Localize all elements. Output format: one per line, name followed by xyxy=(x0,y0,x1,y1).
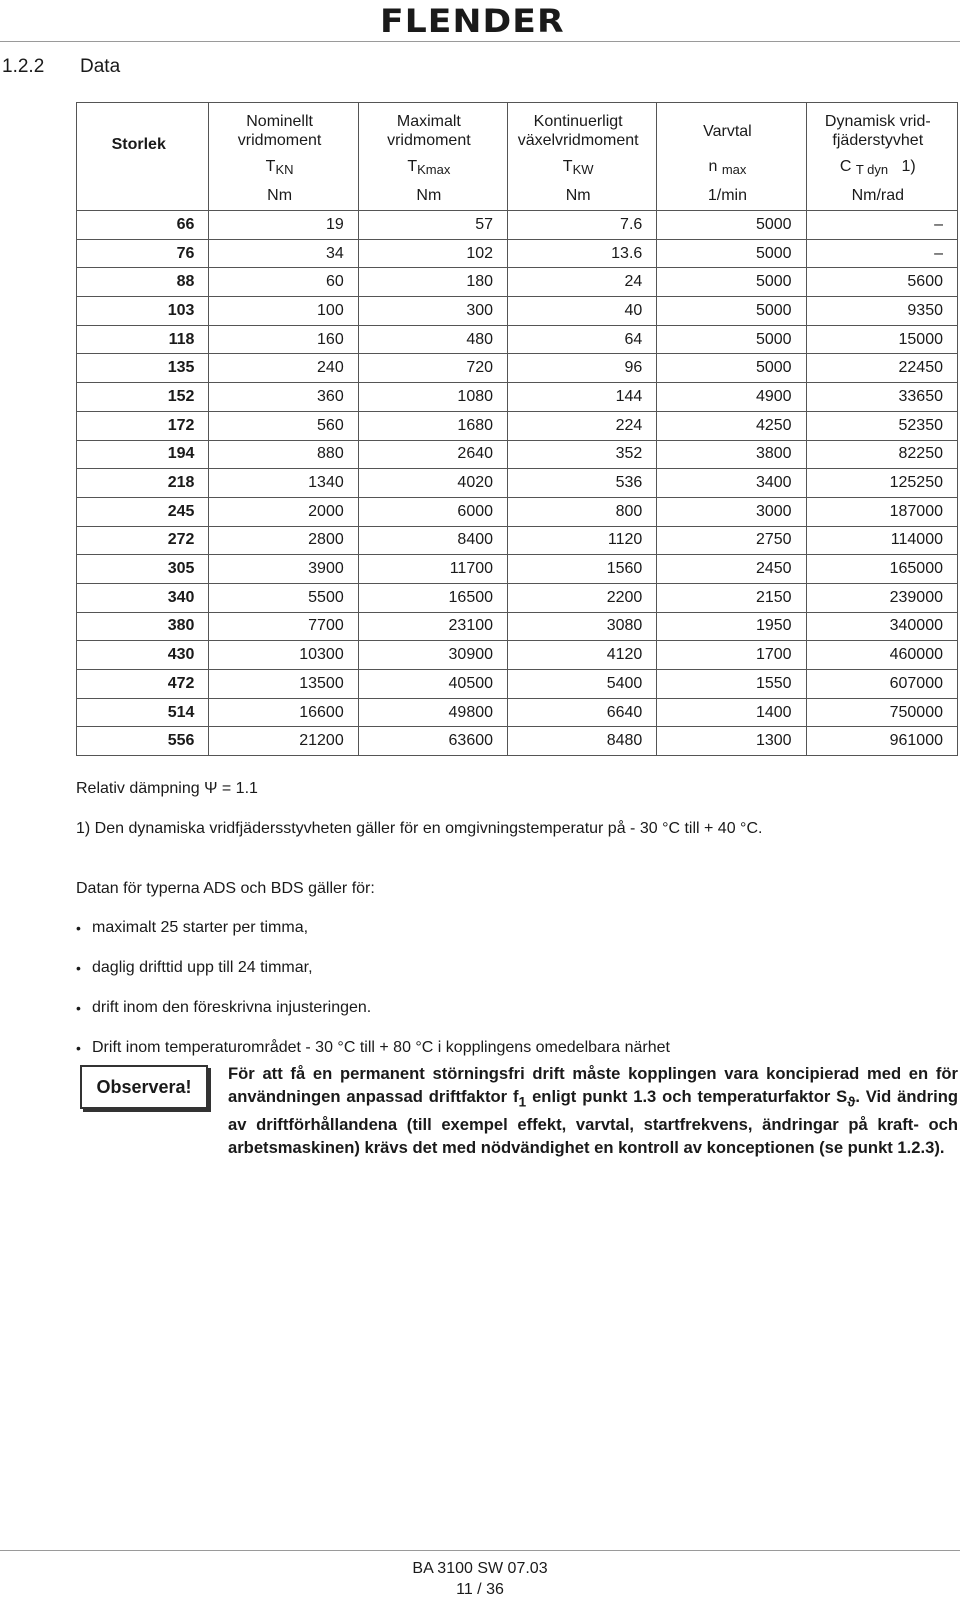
size-cell: 380 xyxy=(77,612,209,641)
value-cell: 96 xyxy=(508,354,657,383)
table-row xyxy=(77,526,958,555)
table-row xyxy=(77,555,958,584)
symbol-ctdyn: C $_{T dyn}$ 1) xyxy=(806,155,957,181)
section-heading xyxy=(0,56,120,78)
value-cell: 1120 xyxy=(508,526,657,555)
table-row xyxy=(77,641,958,670)
value-cell: 33650 xyxy=(806,383,957,412)
value-cell: – xyxy=(806,211,957,240)
value-cell: 480 xyxy=(358,325,507,354)
size-cell: 66 xyxy=(77,211,209,240)
symbol-nmax: n $_{max}$ xyxy=(657,155,806,181)
value-cell: 4900 xyxy=(657,383,806,412)
value-cell: 1680 xyxy=(358,411,507,440)
value-cell: 144 xyxy=(508,383,657,412)
value-cell: 6000 xyxy=(358,497,507,526)
table-row xyxy=(77,727,958,756)
value-cell: 9350 xyxy=(806,297,957,326)
value-cell: 2450 xyxy=(657,555,806,584)
value-cell: 5500 xyxy=(209,583,358,612)
value-cell: 13500 xyxy=(209,670,358,699)
value-cell: 5000 xyxy=(657,297,806,326)
value-cell: 10300 xyxy=(209,641,358,670)
value-cell: 4250 xyxy=(657,411,806,440)
section-title: Data xyxy=(80,56,121,77)
footer-rule xyxy=(0,1550,960,1551)
value-cell: 102 xyxy=(358,239,507,268)
size-cell: 152 xyxy=(77,383,209,412)
size-cell: 472 xyxy=(77,670,209,699)
value-cell: 1080 xyxy=(358,383,507,412)
table-row xyxy=(77,268,958,297)
symbol-tkn: $T_{KN}$ xyxy=(209,155,358,181)
value-cell: 2750 xyxy=(657,526,806,555)
value-cell: 224 xyxy=(508,411,657,440)
value-cell: 1550 xyxy=(657,670,806,699)
page-number: 11 / 36 xyxy=(456,1581,504,1598)
value-cell: 560 xyxy=(209,411,358,440)
coupling-data-table xyxy=(76,102,958,756)
value-cell: 187000 xyxy=(806,497,957,526)
size-cell: 172 xyxy=(77,411,209,440)
value-cell: 1300 xyxy=(657,727,806,756)
list-item: • drift inom den föreskrivna injusteringen. xyxy=(76,999,372,1016)
value-cell: 880 xyxy=(209,440,358,469)
value-cell: 52350 xyxy=(806,411,957,440)
document-id: BA 3100 SW 07.03 xyxy=(412,1560,548,1577)
value-cell: 3000 xyxy=(657,497,806,526)
value-cell: 24 xyxy=(508,268,657,297)
value-cell: 607000 xyxy=(806,670,957,699)
value-cell: 40 xyxy=(508,297,657,326)
value-cell: 2800 xyxy=(209,526,358,555)
value-cell: 2640 xyxy=(358,440,507,469)
value-cell: 23100 xyxy=(358,612,507,641)
table-row xyxy=(77,612,958,641)
value-cell: 240 xyxy=(209,354,358,383)
size-cell: 556 xyxy=(77,727,209,756)
value-cell: 125250 xyxy=(806,469,957,498)
value-cell: 16600 xyxy=(209,698,358,727)
value-cell: 5000 xyxy=(657,239,806,268)
section-number: 1.2.2 xyxy=(2,56,45,77)
table-row xyxy=(77,497,958,526)
value-cell: 180 xyxy=(358,268,507,297)
list-item: • daglig drifttid upp till 24 timmar, xyxy=(76,959,313,976)
value-cell: 114000 xyxy=(806,526,957,555)
conditions-list xyxy=(76,908,670,1068)
table-row xyxy=(77,698,958,727)
value-cell: 5600 xyxy=(806,268,957,297)
value-cell: 460000 xyxy=(806,641,957,670)
size-cell: 430 xyxy=(77,641,209,670)
value-cell: 4020 xyxy=(358,469,507,498)
size-cell: 305 xyxy=(77,555,209,584)
flender-logo: FLENDER xyxy=(380,2,565,40)
header-continuous-torque: Kontinuerligt växelvridmoment xyxy=(508,103,657,156)
header-size: Storlek xyxy=(77,103,209,182)
value-cell: 3080 xyxy=(508,612,657,641)
unit-tkn: Nm xyxy=(209,181,358,211)
header-speed: Varvtal xyxy=(657,103,806,156)
table-row xyxy=(77,583,958,612)
value-cell: 64 xyxy=(508,325,657,354)
bullet-icon: • xyxy=(76,1040,81,1056)
size-cell: 245 xyxy=(77,497,209,526)
value-cell: 1340 xyxy=(209,469,358,498)
notice-label: Observera! xyxy=(80,1065,208,1109)
value-cell: 3400 xyxy=(657,469,806,498)
value-cell: 3900 xyxy=(209,555,358,584)
value-cell: 2000 xyxy=(209,497,358,526)
size-cell: 194 xyxy=(77,440,209,469)
value-cell: 750000 xyxy=(806,698,957,727)
footnote: 1) Den dynamiska vridfjädersstyvheten gäller för en omgivningstemperatur på - 30 °C till + 40 °C. xyxy=(76,820,763,837)
value-cell: 3800 xyxy=(657,440,806,469)
value-cell: 340000 xyxy=(806,612,957,641)
validity-intro: Datan för typerna ADS och BDS gäller för: xyxy=(76,880,375,897)
symbol-tkw: $T_{KW}$ xyxy=(508,155,657,181)
table-row xyxy=(77,383,958,412)
header-rule xyxy=(0,41,960,42)
value-cell: 5000 xyxy=(657,354,806,383)
header-stiffness: Dynamisk vrid- fjäderstyvhet xyxy=(806,103,957,156)
value-cell: 2150 xyxy=(657,583,806,612)
value-cell: 536 xyxy=(508,469,657,498)
unit-size-empty xyxy=(77,181,209,211)
table-row xyxy=(77,297,958,326)
unit-tkmax: Nm xyxy=(358,181,507,211)
size-cell: 118 xyxy=(77,325,209,354)
value-cell: 100 xyxy=(209,297,358,326)
value-cell: 1560 xyxy=(508,555,657,584)
value-cell: 22450 xyxy=(806,354,957,383)
relative-damping-note: Relativ dämpning Ψ = 1.1 xyxy=(76,780,258,797)
value-cell: 300 xyxy=(358,297,507,326)
value-cell: 60 xyxy=(209,268,358,297)
table-row xyxy=(77,440,958,469)
size-cell: 88 xyxy=(77,268,209,297)
table-body xyxy=(77,211,958,756)
table-row xyxy=(77,325,958,354)
value-cell: 82250 xyxy=(806,440,957,469)
value-cell: 7.6 xyxy=(508,211,657,240)
size-cell: 272 xyxy=(77,526,209,555)
table-row xyxy=(77,670,958,699)
value-cell: 40500 xyxy=(358,670,507,699)
bullet-icon: • xyxy=(76,920,81,936)
value-cell: 5000 xyxy=(657,211,806,240)
list-item: • Drift inom temperaturområdet - 30 °C till + 80 °C i kopplingens omedelbara närhet xyxy=(76,1039,670,1056)
value-cell: 57 xyxy=(358,211,507,240)
table-row xyxy=(77,411,958,440)
table-row xyxy=(77,211,958,240)
value-cell: 8480 xyxy=(508,727,657,756)
value-cell: 7700 xyxy=(209,612,358,641)
value-cell: 1400 xyxy=(657,698,806,727)
value-cell: 165000 xyxy=(806,555,957,584)
value-cell: 239000 xyxy=(806,583,957,612)
value-cell: 19 xyxy=(209,211,358,240)
value-cell: 800 xyxy=(508,497,657,526)
size-cell: 103 xyxy=(77,297,209,326)
header-nominal-torque: Nominellt vridmoment xyxy=(209,103,358,156)
value-cell: 160 xyxy=(209,325,358,354)
size-cell: 76 xyxy=(77,239,209,268)
table-row xyxy=(77,354,958,383)
list-item: • maximalt 25 starter per timma, xyxy=(76,919,309,936)
value-cell: 49800 xyxy=(358,698,507,727)
value-cell: 1700 xyxy=(657,641,806,670)
value-cell: 961000 xyxy=(806,727,957,756)
value-cell: 5000 xyxy=(657,268,806,297)
value-cell: 16500 xyxy=(358,583,507,612)
unit-tkw: Nm xyxy=(508,181,657,211)
size-cell: 340 xyxy=(77,583,209,612)
footer xyxy=(380,1558,580,1600)
value-cell: 8400 xyxy=(358,526,507,555)
value-cell: 15000 xyxy=(806,325,957,354)
table-row xyxy=(77,239,958,268)
value-cell: 720 xyxy=(358,354,507,383)
value-cell: 30900 xyxy=(358,641,507,670)
value-cell: 13.6 xyxy=(508,239,657,268)
value-cell: 5000 xyxy=(657,325,806,354)
symbol-tkmax: $T_{Kmax}$ xyxy=(358,155,507,181)
table-row xyxy=(77,469,958,498)
value-cell: 21200 xyxy=(209,727,358,756)
unit-ctdyn: Nm/rad xyxy=(806,181,957,211)
value-cell: 2200 xyxy=(508,583,657,612)
size-cell: 218 xyxy=(77,469,209,498)
value-cell: 6640 xyxy=(508,698,657,727)
value-cell: 11700 xyxy=(358,555,507,584)
value-cell: 5400 xyxy=(508,670,657,699)
size-cell: 135 xyxy=(77,354,209,383)
header-max-torque: Maximalt vridmoment xyxy=(358,103,507,156)
value-cell: 63600 xyxy=(358,727,507,756)
value-cell: 360 xyxy=(209,383,358,412)
bullet-icon: • xyxy=(76,1000,81,1016)
value-cell: 4120 xyxy=(508,641,657,670)
value-cell: 34 xyxy=(209,239,358,268)
value-cell: – xyxy=(806,239,957,268)
bullet-icon: • xyxy=(76,960,81,976)
unit-nmax: 1/min xyxy=(657,181,806,211)
size-cell: 514 xyxy=(77,698,209,727)
value-cell: 352 xyxy=(508,440,657,469)
value-cell: 1950 xyxy=(657,612,806,641)
notice-text: För att få en permanent störningsfri drift måste kopplingen vara koncipierad med en för användningen anpassad driftfaktor $f_1$ enligt punkt 1.3 och temperaturfaktor $S_ϑ$. Vid ändring av driftförhållandena (till exempel effekt, varvtal, startfrekvens, ändringar på kraft- och arbetsmaskinen) krävs det med nödvändighet en kontroll av konceptionen (se punkt 1.2.3). xyxy=(228,1064,959,1158)
